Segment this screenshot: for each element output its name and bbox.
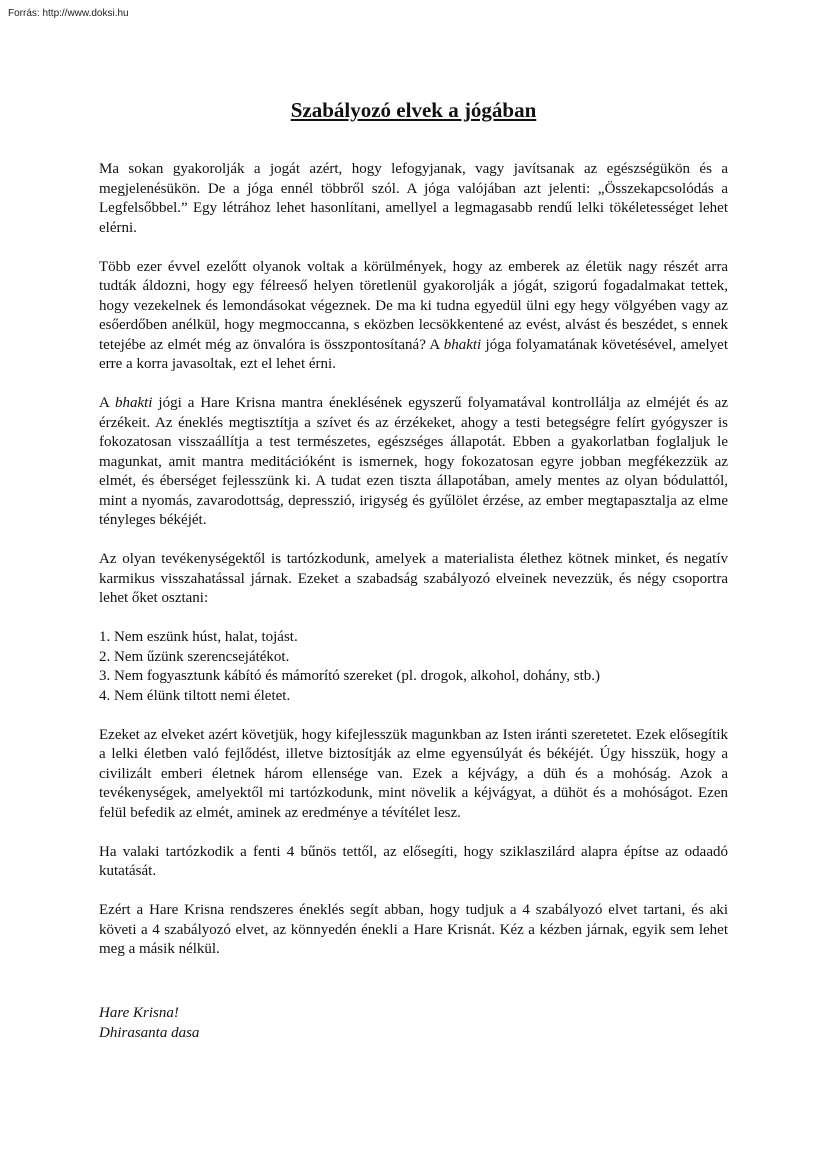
- paragraph-foundation: Ha valaki tartózkodik a fenti 4 bűnös tettől, az elősegíti, hogy sziklaszilárd alapra építse az odaadó kutatását.: [99, 843, 728, 879]
- list-item: 3. Nem fogyasztunk kábító és mámorító szereket (pl. drogok, alkohol, dohány, stb.): [99, 668, 600, 684]
- page-title: Szabályozó elvek a jógában: [290, 98, 537, 122]
- text-run: Több ezer évvel ezelőtt olyanok voltak a körülmények, hogy az emberek az életük nagy részét arra tudták áldozni, hogy egy félreeső helyen töretlenül gyakorolják a jógát, szigorú fogadalmakat tettek, hogy vezekelnek és lemondásokat végeznek. De ma ki tudna egyedül ülni egy hegy völgyében vagy az esőerdőben anélkül, hogy megmoccanna, s eközben lecsökkentené az evést, alvást és beszédet, s ennek tetejébe az elmét még az önvalóra is összpontosítaná? A: [99, 258, 728, 353]
- list-item: 2. Nem űzünk szerencsejátékot.: [99, 648, 290, 665]
- document-body: [99, 160, 728, 979]
- signature-author: Dhirasanta dasa: [99, 1024, 200, 1041]
- text-run: A: [99, 395, 115, 411]
- list-item: 4. Nem élünk tiltott nemi életet.: [99, 687, 291, 704]
- emphasis-term: bhakti: [443, 336, 482, 353]
- emphasis-term: bhakti: [114, 395, 153, 411]
- paragraph-conclusion: Ezért a Hare Krisna rendszeres éneklés segít abban, hogy tudjuk a 4 szabályozó elvet tartani, és aki követi a 4 szabályozó elvet, az könnyedén énekli a Hare Krisnát. Kéz a kézben járnak, egyik sem lehet meg a másik nélkül.: [99, 902, 728, 957]
- text-run: jóga folyamatának követésével, amelyet erre a korra javasoltak, ezt el lehet érni.: [99, 336, 729, 372]
- paragraph-intro: Ma sokan gyakorolják a jogát azért, hogy lefogyjanak, vagy javítsanak az egészségükön és a megjelenésükön. De a jóga ennél többről szól. A jóga valójában azt jelenti: „Összekapcsolódás a Legfelsőbbel.” Egy létrához lehet hasonlítani, amellyel a legmagasabb rendű lelki tökéletességet lehet elérni.: [99, 161, 728, 236]
- paragraph-bhakti: [99, 394, 728, 531]
- signature-greeting: Hare Krisna!: [99, 1005, 179, 1021]
- paragraph-history: [99, 258, 728, 375]
- paragraph-reasons: Ezeket az elveket azért követjük, hogy kifejlesszük magunkban az Isten iránti szeretetet. Ezek elősegítik a lelki életben való fejlődést, illetve biztosítják az elme egyensúlyát és békéjét. Úgy hisszük, hogy a civilizált emberi életnek három ellensége van. Ezek a kéjvágy, a düh és a mohóság. Azok a tevékenységek, amelyektől mi tartózkodunk, mint növelik a kéjvágyat, a dühöt és a mohóságot. Ezen felül befedik az elmét, aminek az eredménye a tévítélet lesz.: [99, 726, 728, 821]
- text-run: jógi a Hare Krisna mantra éneklésének egyszerű folyamatával kontrollálja az elméjét és az érzékeit. Az éneklés megtisztítja a szívet és az érzékeket, ahogy a testi betegségre felírt gyógyszer is fokozatosan visszaállítja a test természetes, egészséges állapotát. Ebben a gyakorlatban foglaljuk le magunkat, amit mantra meditációként is ismernek, hogy fokozatosan egyre jobban megfékezzük az elmét, és éberséget fejlesszünk ki. A tudat ezen tiszta állapotában, amely mentes az olyan bódulattól, mint a nyomás, zavarodottság, depresszió, irigység és gyűlölet érzése, az ember megtapasztalja az elme tényleges békéjét.: [99, 395, 728, 528]
- rules-list: [99, 628, 728, 706]
- paragraph-principles-intro: Az olyan tevékenységektől is tartózkodunk, amelyek a materialista élethez kötnek minket, és negatív karmikus visszahatással járnak. Ezeket a szabadság szabályozó elveinek nevezzük, és négy csoportra lehet őket osztani:: [99, 551, 728, 606]
- signature: [99, 1004, 199, 1043]
- source-note: Forrás: http://www.doksi.hu: [8, 8, 129, 19]
- list-item: 1. Nem eszünk húst, halat, tojást.: [99, 629, 298, 645]
